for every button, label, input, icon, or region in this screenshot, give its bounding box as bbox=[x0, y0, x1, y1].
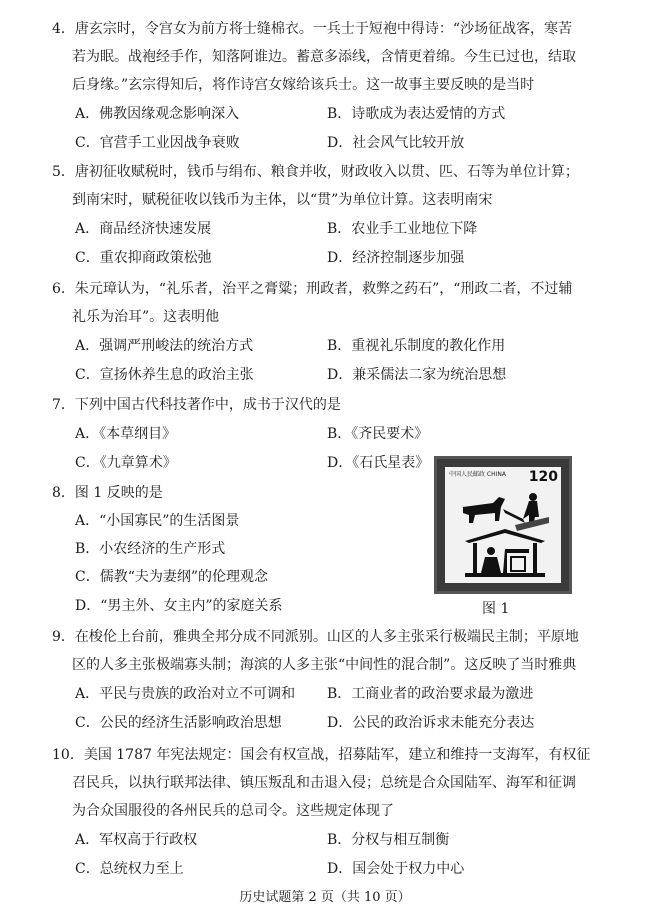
option-b: B．农业手工业地位下降 bbox=[327, 221, 478, 237]
option-c: C．宣扬休养生息的政治主张 bbox=[75, 367, 254, 383]
option-d: D．《石氏星表》 bbox=[327, 455, 430, 471]
option-c: C．总统权力至上 bbox=[75, 861, 184, 877]
question-stem: 礼乐为治耳”。这表明他 bbox=[72, 309, 220, 325]
question-stem: 9．在梭伦上台前，雅典全邦分成不同派别。山区的人多主张采行极端民主制；平原地 bbox=[52, 629, 579, 645]
option-a: A．“小国寡民”的生活图景 bbox=[75, 513, 240, 529]
option-a: A．商品经济快速发展 bbox=[75, 221, 212, 237]
option-d: D．经济控制逐步加强 bbox=[327, 250, 465, 266]
option-a: A．佛教因缘观念影响深入 bbox=[75, 106, 240, 122]
figure-caption: 图 1 bbox=[482, 601, 510, 617]
option-b: B．《齐民要术》 bbox=[327, 426, 429, 442]
question-stem: 后身缘。”玄宗得知后，将作诗宫女嫁给该兵士。这一故事主要反映的是当时 bbox=[72, 77, 535, 93]
question-stem: 到南宋时，赋税征收以钱币为主体，以“贯”为单位计算。这表明南宋 bbox=[72, 192, 493, 208]
option-c: C．《九章算术》 bbox=[75, 455, 177, 471]
question-stem: 为合众国服役的各州民兵的总司令。这些规定体现了 bbox=[72, 803, 394, 819]
option-d: D．社会风气比较开放 bbox=[327, 135, 465, 151]
option-b: B．分权与相互制衡 bbox=[327, 832, 450, 848]
question-stem: 召民兵，以执行联邦法律、镇压叛乱和击退入侵；总统是合众国陆军、海军和征调 bbox=[72, 775, 576, 791]
plowing-weaving-illustration bbox=[445, 467, 561, 583]
option-a: A．《本草纲目》 bbox=[75, 426, 177, 442]
question-stem: 区的人多主张极端寡头制；海滨的人多主张“中间性的混合制”。这反映了当时雅典 bbox=[72, 657, 577, 673]
option-c: C．儒教“夫为妻纲”的伦理观念 bbox=[75, 569, 269, 585]
question-stem: 5．唐初征收赋税时，钱币与绢布、粮食并收，财政收入以贯、匹、石等为单位计算； bbox=[52, 164, 579, 180]
option-b: B．诗歌成为表达爱情的方式 bbox=[327, 106, 506, 122]
option-d: D．“男主外、女主内”的家庭关系 bbox=[75, 598, 283, 614]
option-a: A．军权高于行政权 bbox=[75, 832, 198, 848]
option-c: C．官营手工业因战争衰败 bbox=[75, 135, 240, 151]
option-a: A．强调严刑峻法的统治方式 bbox=[75, 338, 254, 354]
option-d: D．兼采儒法二家为统治思想 bbox=[327, 367, 507, 383]
question-stem: 4．唐玄宗时，令宫女为前方将士缝棉衣。一兵士于短袍中得诗：“沙场征战客，寒苦 bbox=[52, 21, 573, 37]
page-footer: 历史试题第 2 页（共 10 页） bbox=[239, 890, 411, 905]
question-stem: 6．朱元璋认为，“礼乐者，治平之膏粱；刑政者，救弊之药石”，“刑政二者，不过辅 bbox=[52, 281, 573, 297]
option-a: A．平民与贵族的政治对立不可调和 bbox=[75, 686, 296, 702]
question-stem: 若为眠。战袍经手作，知落阿谁边。蓄意多添线，含情更着绵。今生已过也，结取 bbox=[72, 49, 576, 65]
stamp-face bbox=[445, 467, 561, 583]
question-stem: 7．下列中国古代科技著作中，成书于汉代的是 bbox=[52, 397, 341, 413]
question-stem: 8．图 1 反映的是 bbox=[52, 485, 163, 501]
option-b: B．小农经济的生产形式 bbox=[75, 541, 226, 557]
stamp-figure bbox=[434, 456, 572, 594]
option-c: C．公民的经济生活影响政治思想 bbox=[75, 715, 282, 731]
question-stem: 10．美国 1787 年宪法规定：国会有权宣战，招募陆军，建立和维持一支海军，有权征 bbox=[52, 747, 591, 763]
option-b: B．重视礼乐制度的教化作用 bbox=[327, 338, 506, 354]
option-c: C．重农抑商政策松弛 bbox=[75, 250, 212, 266]
stamp-value-text: 120 bbox=[528, 469, 558, 485]
option-b: B．工商业者的政治要求最为激进 bbox=[327, 686, 534, 702]
stamp-country-text: 中国人民邮政 CHINA bbox=[449, 471, 506, 478]
option-d: D．公民的政治诉求未能充分表达 bbox=[327, 715, 535, 731]
option-d: D．国会处于权力中心 bbox=[327, 861, 465, 877]
